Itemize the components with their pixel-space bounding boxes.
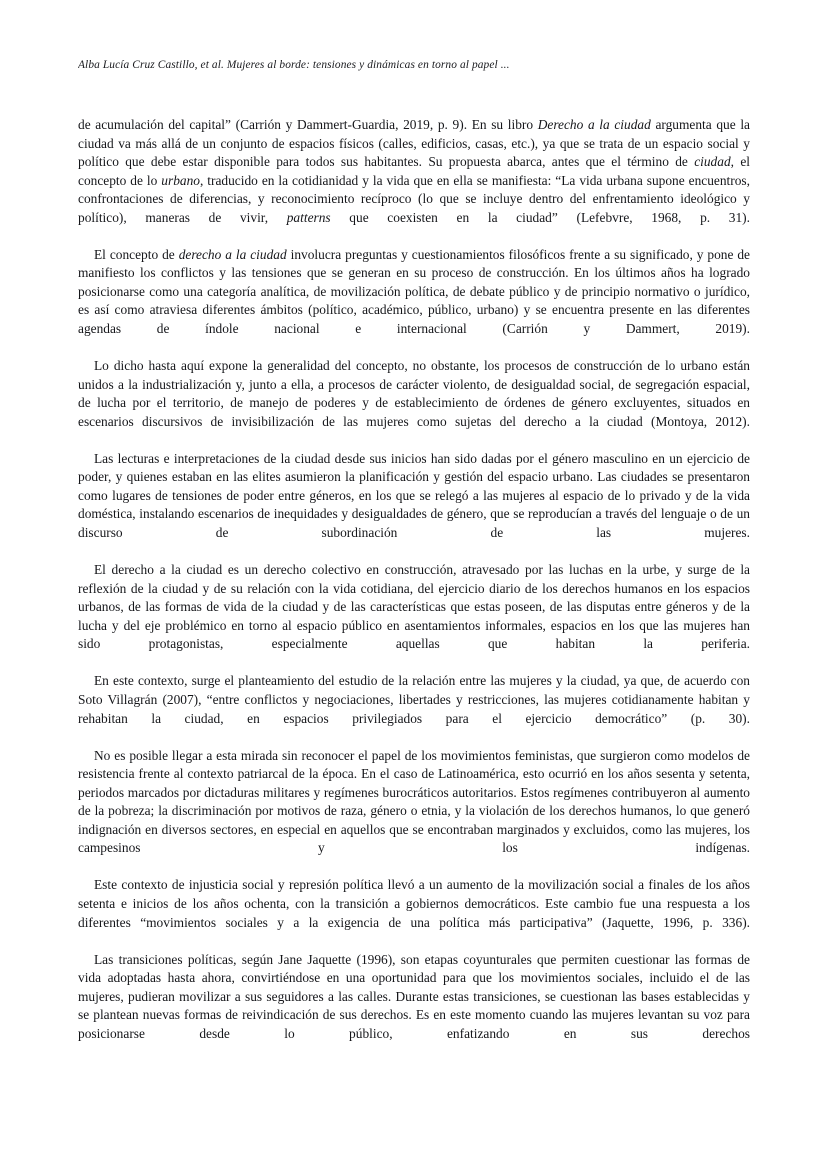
paragraph [78, 672, 750, 746]
paragraph [78, 876, 750, 950]
text-run: , traducido en la cotidianidad y la vida que en ella se manifiesta: “La vida urbana supone encuentros, confrontaciones de diferencias, y reconocimiento recíproco (lo que se incluye dentro del enfrentamiento ideológico y político), maneras de vivir, [78, 172, 750, 225]
paragraph [78, 747, 750, 877]
text-run: Las lecturas e interpretaciones de la ciudad desde sus inicios han sido dadas por el género masculino en un ejercicio de poder, y quienes estaban en las elites asumieron la planificación y gestión del espacio urbano. Las ciudades se presentaron como lugares de tensiones de poder entre géneros, en los que se relegó a las mujeres al espacio de lo privado y de la vida doméstica, instalando escenarios de inequidades y desigualdades de género, que se reproducían a través del lenguaje o de un discurso de subordinación de las mujeres. [78, 450, 750, 541]
emphasis-run: urbano [161, 172, 200, 188]
paragraph [78, 561, 750, 672]
text-run: El concepto de [94, 246, 179, 262]
emphasis-run: Derecho a la ciudad [537, 117, 651, 132]
text-run: En este contexto, surge el planteamiento del estudio de la relación entre las mujeres y la ciudad, ya que, de acuerdo con Soto Villagrán (2007), “entre conflictos y negociaciones, libertades y restricciones, las mujeres cotidianamente habitan y rehabitan la ciudad, en espacios privilegiados para el ejercicio democrático” (p. 30). [78, 673, 750, 726]
text-run: , el concepto de lo [78, 154, 750, 188]
paragraph [78, 116, 750, 246]
text-run: que coexisten en la ciudad” (Lefebvre, 1968, p. 31). [330, 209, 750, 225]
paragraph [78, 951, 750, 1062]
text-run: involucra preguntas y cuestionamientos filosóficos frente a su significado, y pone de manifiesto los conflictos y las tensiones que se generan en su proceso de construcción. En los últimos años ha logrado posicionarse como una categoría analítica, de movilización política, de debate público y de principio normativo o jurídico, es así como atraviesa diferentes ámbitos (político, académico, público, urbano) y se encuentra presente en las diferentes agendas de índole nacional e internacional (Carrión y Dammert, 2019). [78, 246, 751, 337]
paragraph [78, 357, 750, 450]
paragraph [78, 450, 750, 561]
text-run: argumenta que la ciudad va más allá de un conjunto de espacios físicos (calles, edificios, casas, etc.), ya que se trata de un espacio social y político que debe estar disponible para todos sus habitantes. Su propuesta abarca, antes que el término de [78, 117, 750, 170]
body-text-column [78, 116, 750, 1062]
text-run: Lo dicho hasta aquí expone la generalidad del concepto, no obstante, los procesos de construcción de lo urbano están unidos a la industrialización y, junto a ella, a procesos de carácter violento, de desigualdad social, de segregación espacial, de lucha por el territorio, de manejo de poderes y de establecimiento de órdenes de género excluyentes, situados en escenarios discursivos de invisibilización de las mujeres como sujetas del derecho a la ciudad (Montoya, 2012). [78, 358, 750, 429]
paragraph [78, 246, 750, 357]
emphasis-run: patterns [286, 209, 331, 225]
text-run: de acumulación del capital” (Carrión y Dammert-Guardia, 2019, p. 9). En su libro [78, 117, 538, 132]
emphasis-run: derecho a la ciudad [178, 246, 287, 262]
text-run: Las transiciones políticas, según Jane Jaquette (1996), son etapas coyunturales que permiten cuestionar las formas de vida adoptadas hasta ahora, convirtiéndose en una oportunidad para que los movimientos sociales, incluido el de las mujeres, pudieran movilizar a sus seguidores a las calles. Durante estas transiciones, se cuestionan las bases establecidas y se plantean nuevas formas de reivindicación de sus derechos. Es en este momento cuando las mujeres levantan su voz para posicionarse desde lo público, enfatizando en sus derechos [78, 951, 750, 1041]
running-header: Alba Lucía Cruz Castillo, et al. Mujeres al borde: tensiones y dinámicas en torno al papel ... [78, 59, 510, 71]
text-run: El derecho a la ciudad es un derecho colectivo en construcción, atravesado por las luchas en la urbe, y surge de la reflexión de la ciudad y de su relación con la vida cotidiana, del ejercicio diario de los derechos humanos en los espacios urbanos, de las formas de vida de la ciudad y de las características que estas poseen, de las disputas entre géneros y de la lucha y del eje problémico en torno al espacio público en asentamientos informales, espacios en los que las mujeres han sido protagonistas, especialmente aquellas que habitan la periferia. [78, 562, 750, 652]
text-run: No es posible llegar a esta mirada sin reconocer el papel de los movimientos feministas, que surgieron como modelos de resistencia frente al contexto patriarcal de la época. En el caso de Latinoamérica, esto ocurrió en los años sesenta y setenta, periodos marcados por dictaduras militares y regímenes burocráticos autoritarios. Estos regímenes contribuyeron al aumento de la pobreza; la discriminación por motivos de raza, género o etnia, y la violación de los derechos humanos, lo que generó indignación en diversos sectores, en especial en aquellos que se encontraban marginados y excluidos, como las mujeres, los campesinos y los indígenas. [78, 747, 750, 856]
text-run: Este contexto de injusticia social y represión política llevó a un aumento de la movilización social a finales de los años setenta e inicios de los años ochenta, con la transición a gobiernos democráticos. Este cambio fue una respuesta a los diferentes “movimientos sociales y a la exigencia de una política más participativa” (Jaquette, 1996, p. 336). [78, 877, 750, 930]
emphasis-run: ciudad [694, 154, 731, 170]
